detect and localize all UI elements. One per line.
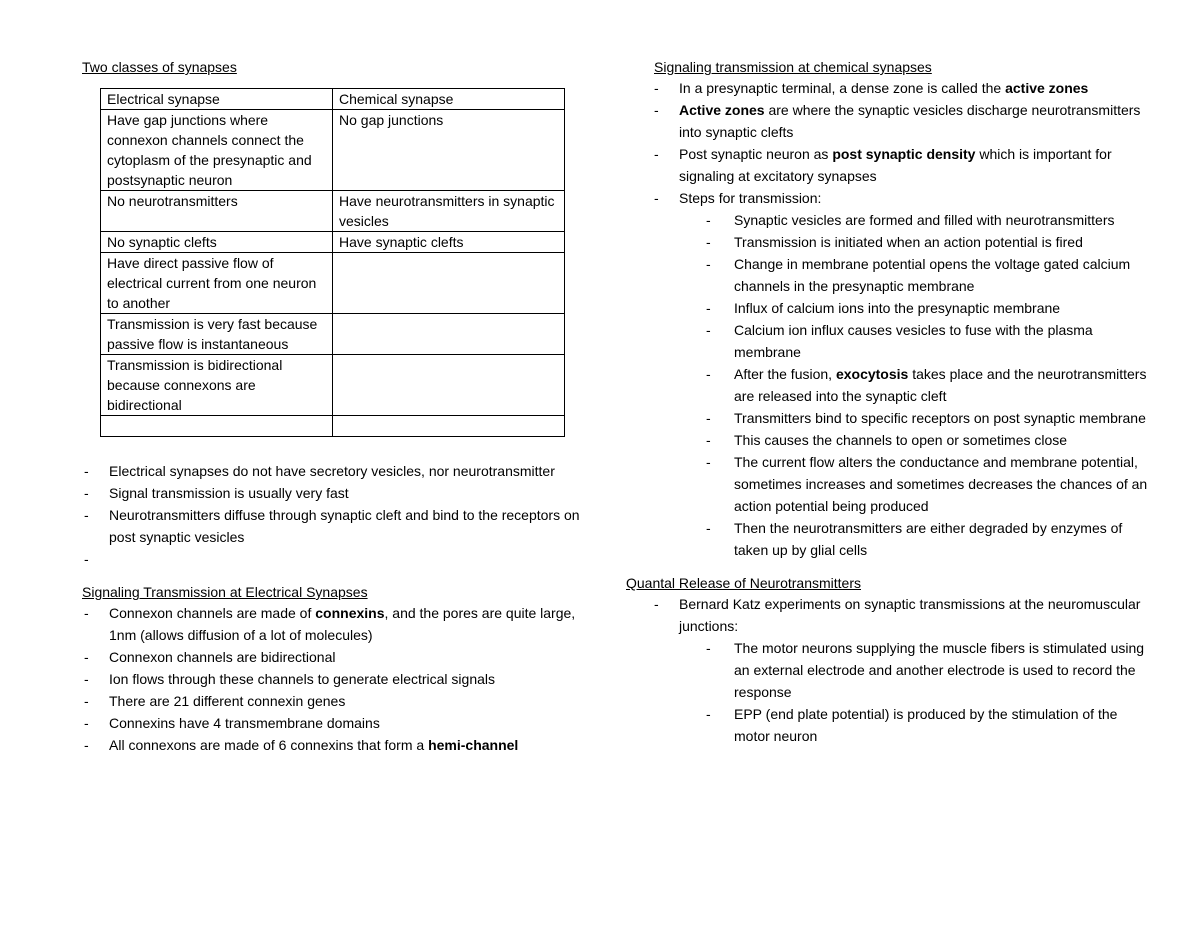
list-item-empty	[82, 548, 582, 570]
table-cell: No synaptic clefts	[101, 232, 333, 253]
list-item: - Ion flows through these channels to generate electrical signals	[82, 668, 582, 690]
table-cell: No gap junctions	[333, 110, 565, 191]
table-row	[101, 110, 565, 191]
table-row	[101, 314, 565, 355]
list-item: - Steps for transmission: - Synaptic vesicles are formed and filled with neurotransmitters - Transmission is initiated when an action potential is fired - Change in membrane potential opens the voltage gated calcium channels in the presynaptic membrane - Influx of calcium ions into the presynaptic membrane - Calcium ion influx causes vesicles to fuse with the plasma membrane - After the fusion, exocytosis takes place and the neurotransmitters are released into the synaptic cleft - Transmitters bind to specific receptors on post synaptic membrane - This causes the channels to open or sometimes close - The current flow alters the conductance and membrane potential, sometimes increases and sometimes decreases the chances of an action potential being produced - Then the neurotransmitters are either degraded by enzymes of taken up by glial cells	[652, 187, 1156, 561]
table-cell	[333, 314, 565, 355]
table-row	[101, 232, 565, 253]
table-cell	[101, 416, 333, 437]
step-item: - Synaptic vesicles are formed and filled with neurotransmitters	[706, 209, 1156, 231]
step-item: - Influx of calcium ions into the presynaptic membrane	[706, 297, 1156, 319]
katz-steps-list	[679, 637, 1156, 747]
step-item: - Transmission is initiated when an action potential is fired	[706, 231, 1156, 253]
table-cell	[333, 355, 565, 416]
step-item: - The current flow alters the conductance and membrane potential, sometimes increases and sometimes decreases the chances of an action potential being produced	[706, 451, 1156, 517]
table-row	[101, 191, 565, 232]
list-item: - There are 21 different connexin genes	[82, 690, 582, 712]
electrical-notes-list	[82, 460, 582, 570]
list-item: - Active zones are where the synaptic vesicles discharge neurotransmitters into synaptic clefts	[652, 99, 1156, 143]
electrical-transmission-heading: Signaling Transmission at Electrical Synapses	[82, 584, 368, 600]
list-item: - Bernard Katz experiments on synaptic transmissions at the neuromuscular junctions: - The motor neurons supplying the muscle fibers is stimulated using an external electrode and another electrode is used to record the response - EPP (end plate potential) is produced by the stimulation of the motor neuron	[652, 593, 1156, 747]
left-column	[82, 57, 582, 756]
electrical-vs-chemical-heading: Two classes of synapses	[82, 59, 237, 75]
step-item: - Change in membrane potential opens the voltage gated calcium channels in the presynaptic membrane	[706, 253, 1156, 297]
step-item: - After the fusion, exocytosis takes place and the neurotransmitters are released into the synaptic cleft	[706, 363, 1156, 407]
list-item: - Signal transmission is usually very fast	[82, 482, 582, 504]
list-item: - Connexon channels are bidirectional	[82, 646, 582, 668]
quantal-release-heading: Quantal Release of Neurotransmitters	[626, 575, 861, 591]
table-cell: Have neurotransmitters in synaptic vesicles	[333, 191, 565, 232]
table-cell	[333, 416, 565, 437]
chemical-transmission-heading: Signaling transmission at chemical synapses	[654, 59, 932, 75]
list-item: - All connexons are made of 6 connexins that form a hemi-channel	[82, 734, 582, 756]
step-item: - The motor neurons supplying the muscle fibers is stimulated using an external electrode and another electrode is used to record the response	[706, 637, 1156, 703]
table-row	[101, 253, 565, 314]
chemical-transmission-list	[652, 77, 1156, 561]
table-header-cell: Electrical synapse	[101, 89, 333, 110]
table-row	[101, 355, 565, 416]
table-cell	[333, 253, 565, 314]
table-cell: Have synaptic clefts	[333, 232, 565, 253]
list-item: - Electrical synapses do not have secretory vesicles, nor neurotransmitter	[82, 460, 582, 482]
right-column	[626, 57, 1156, 747]
step-item: - Then the neurotransmitters are either degraded by enzymes of taken up by glial cells	[706, 517, 1156, 561]
list-item: - Neurotransmitters diffuse through synaptic cleft and bind to the receptors on post synaptic vesicles	[82, 504, 582, 548]
list-item: - Connexins have 4 transmembrane domains	[82, 712, 582, 734]
table-header-cell: Chemical synapse	[333, 89, 565, 110]
electrical-transmission-list	[82, 602, 582, 756]
transmission-steps-list	[679, 209, 1156, 561]
list-item: - In a presynaptic terminal, a dense zone is called the active zones	[652, 77, 1156, 99]
step-item: - This causes the channels to open or sometimes close	[706, 429, 1156, 451]
table-cell: Transmission is bidirectional because connexons are bidirectional	[101, 355, 333, 416]
table-cell: Have direct passive flow of electrical current from one neuron to another	[101, 253, 333, 314]
list-item: - Connexon channels are made of connexins, and the pores are quite large, 1nm (allows diffusion of a lot of molecules)	[82, 602, 582, 646]
table-cell: Have gap junctions where connexon channels connect the cytoplasm of the presynaptic and postsynaptic neuron	[101, 110, 333, 191]
table-cell: No neurotransmitters	[101, 191, 333, 232]
step-item: - EPP (end plate potential) is produced by the stimulation of the motor neuron	[706, 703, 1156, 747]
table-row-empty	[101, 416, 565, 437]
table-cell: Transmission is very fast because passive flow is instantaneous	[101, 314, 333, 355]
list-item: - Post synaptic neuron as post synaptic density which is important for signaling at excitatory synapses	[652, 143, 1156, 187]
step-item: - Transmitters bind to specific receptors on post synaptic membrane	[706, 407, 1156, 429]
synapse-comparison-table	[100, 88, 565, 437]
quantal-release-list	[652, 593, 1156, 747]
step-item: - Calcium ion influx causes vesicles to fuse with the plasma membrane	[706, 319, 1156, 363]
table-header-row	[101, 89, 565, 110]
